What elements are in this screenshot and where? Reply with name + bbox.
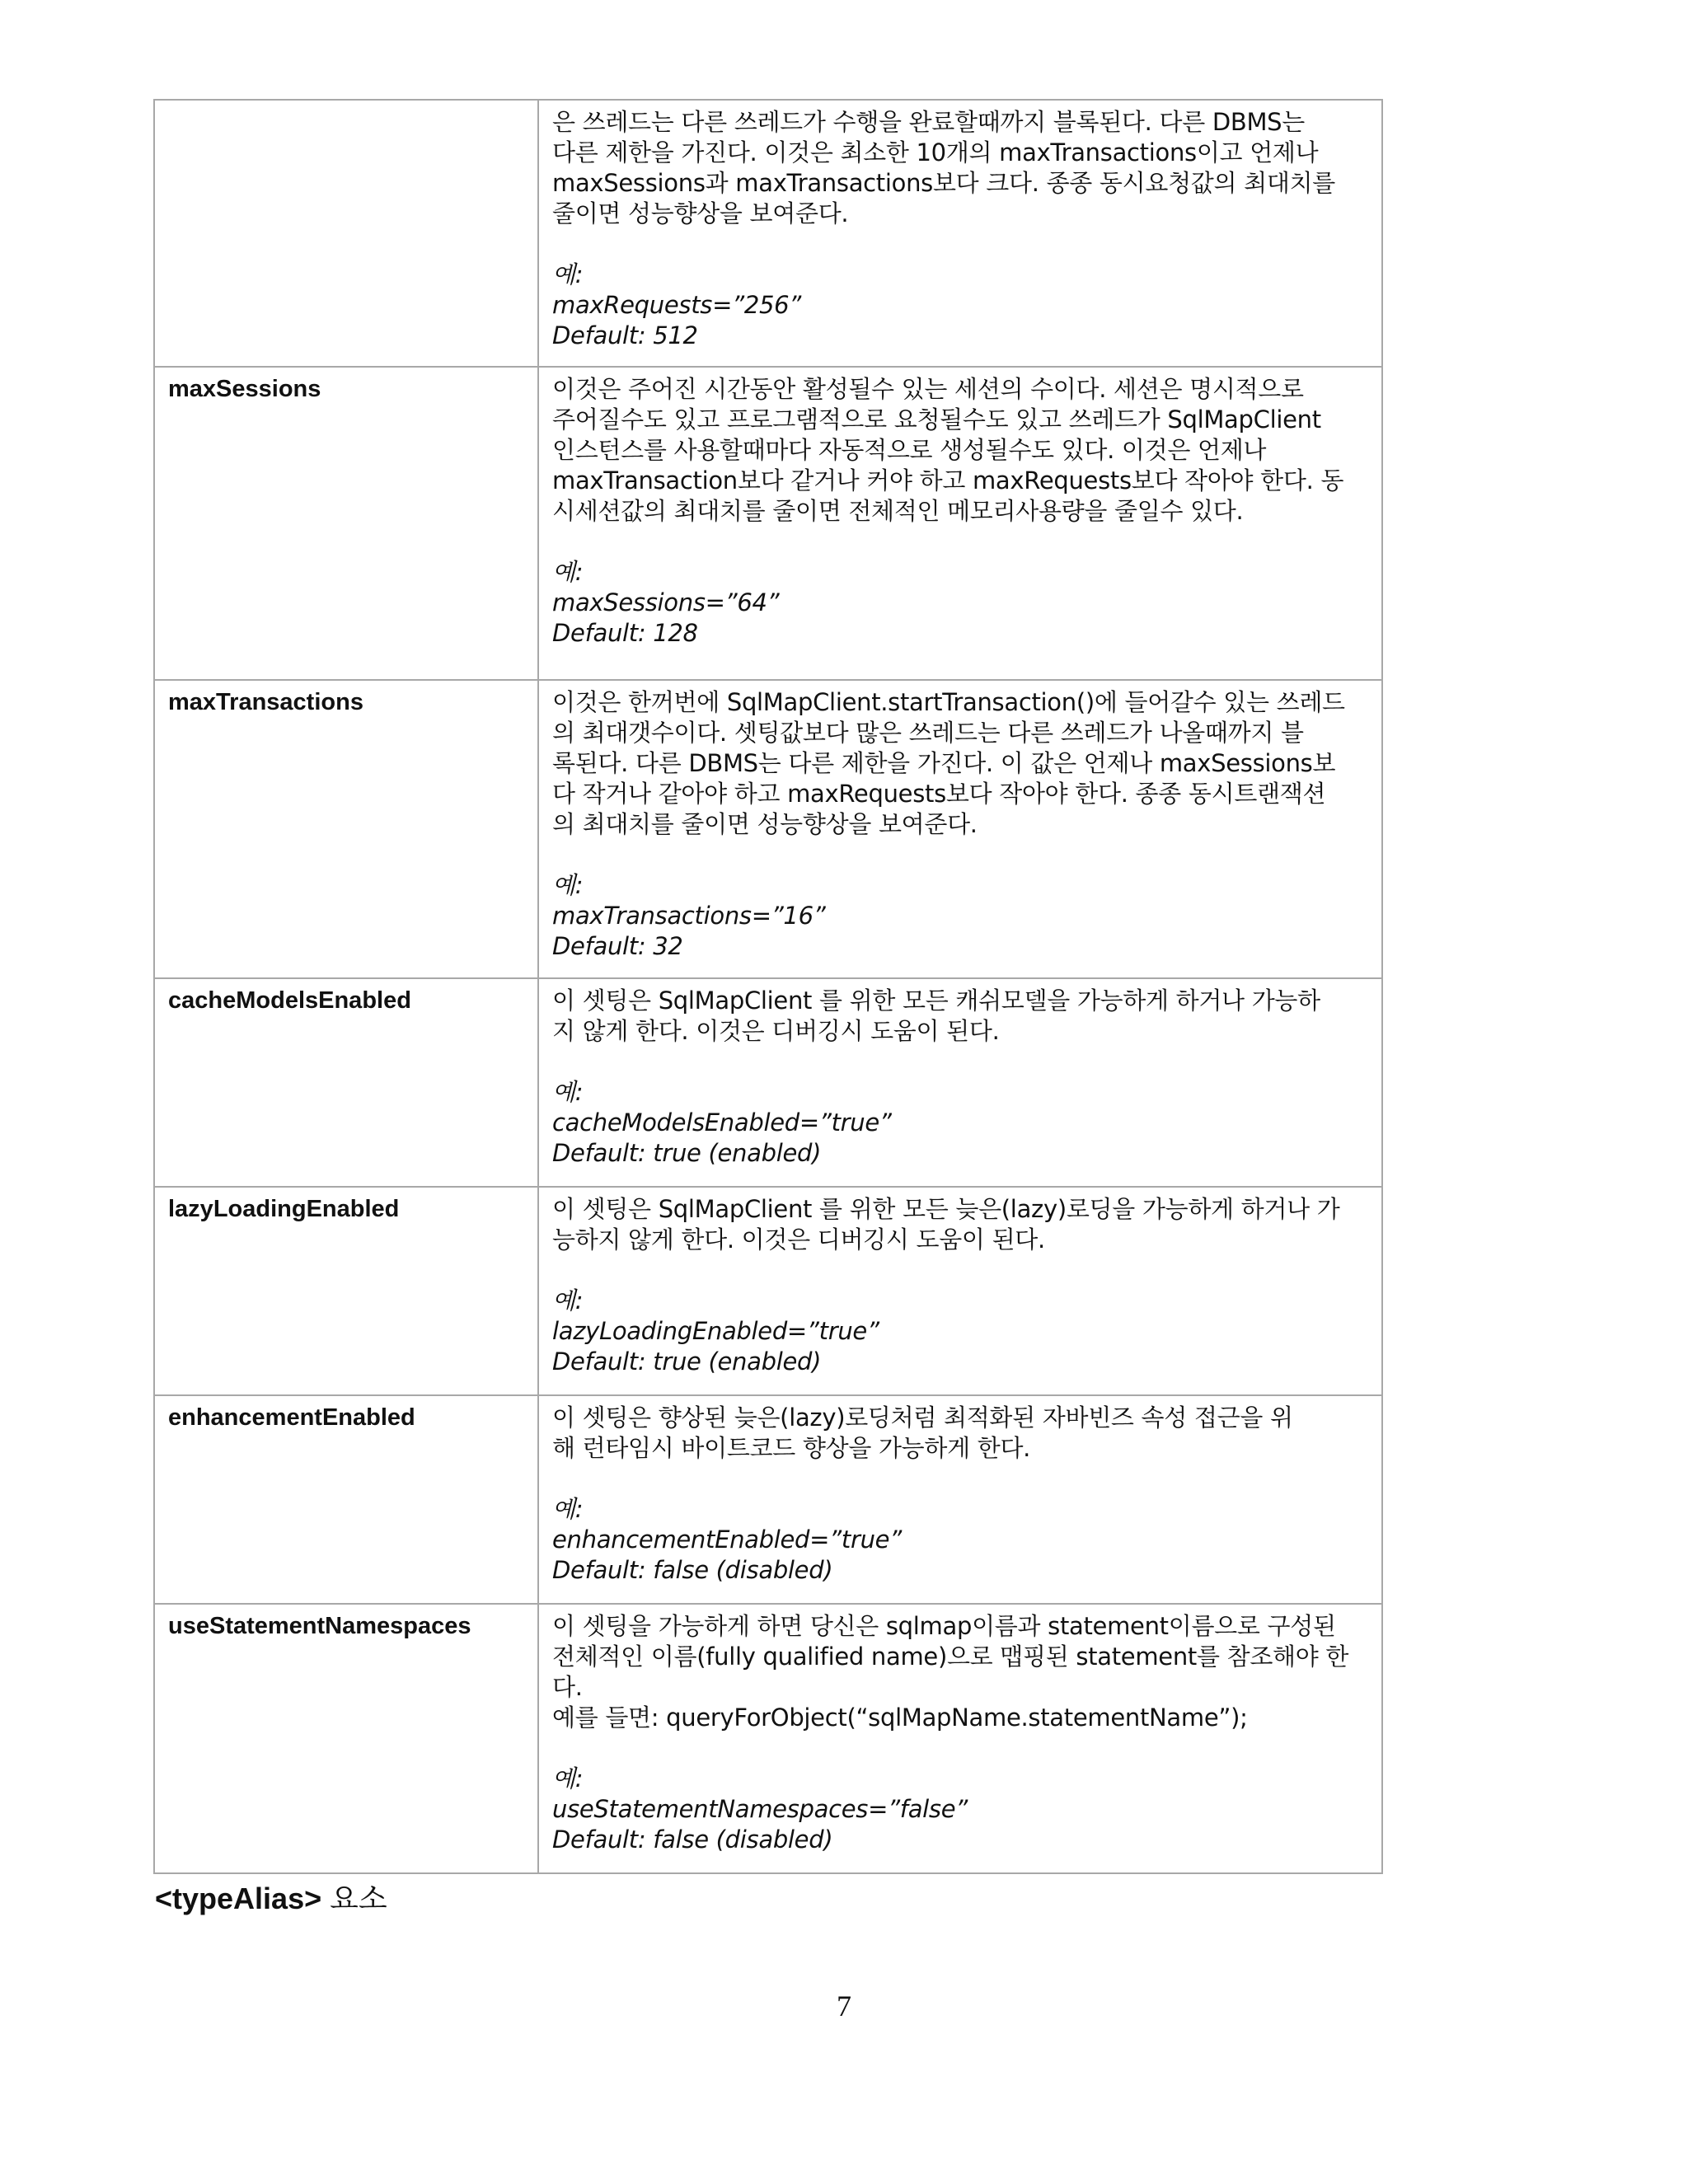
setting-example [552,1494,1372,1586]
example-label: 예: [552,1286,584,1315]
table-row [154,1187,1382,1395]
setting-description [538,680,1382,978]
example-value: maxSessions=”64” [552,588,780,616]
setting-description [538,978,1382,1187]
example-label: 예: [552,260,584,288]
setting-name: cacheModelsEnabled [154,978,538,1187]
page-number: 7 [837,1990,851,2022]
description-line: 지 않게 한다. 이것은 디버깅시 도움이 된다. [552,1017,1000,1045]
example-value: maxRequests=”256” [552,291,801,319]
setting-description [538,1187,1382,1395]
setting-description [538,100,1382,367]
description-line: maxSessions과 maxTransactions보다 크다. 종종 동시요청값의 최대치를 [552,169,1335,197]
description-line: 이 셋팅은 SqlMapClient 를 위한 모든 늦은(lazy)로딩을 가능하게 하거나 가 [552,1195,1340,1223]
table-row [154,1604,1382,1873]
default-value: Default: true (enabled) [552,1139,822,1167]
default-value: Default: 512 [552,321,698,349]
section-heading [155,1881,387,1917]
description-line: 주어질수도 있고 프로그램적으로 요청될수도 있고 쓰레드가 SqlMapClient [552,405,1321,434]
setting-example [552,1286,1372,1377]
default-value: Default: false (disabled) [552,1556,833,1584]
setting-name: maxTransactions [154,680,538,978]
example-label: 예: [552,1495,584,1523]
description-line: 이것은 한꺼번에 SqlMapClient.startTransaction()에 들어갈수 있는 쓰레드 [552,688,1345,716]
description-line: maxTransaction보다 같거나 커야 하고 maxRequests보다 작아야 한다. 동 [552,466,1344,494]
description-line: 예를 들면: queryForObject(“sqlMapName.statementName”); [552,1704,1248,1732]
table-row [154,100,1382,367]
settings-table [153,99,1383,1874]
example-value: cacheModelsEnabled=”true” [552,1108,892,1137]
section-heading-suffix: 요소 [321,1882,387,1915]
setting-name: enhancementEnabled [154,1395,538,1604]
setting-example [552,260,1372,351]
description-line: 이 셋팅은 SqlMapClient 를 위한 모든 캐쉬모델을 가능하게 하거나 가능하 [552,987,1320,1015]
example-value: useStatementNamespaces=”false” [552,1795,968,1823]
setting-example [552,870,1372,962]
setting-name [154,100,538,367]
setting-description [538,367,1382,680]
description-line: 록된다. 다른 DBMS는 다른 제한을 가진다. 이 값은 언제나 maxSessions보 [552,749,1336,777]
table-row [154,1395,1382,1604]
description-line: 의 최대갯수이다. 셋팅값보다 많은 쓰레드는 다른 쓰레드가 나올때까지 블 [552,719,1304,747]
description-line: 능하지 않게 한다. 이것은 디버깅시 도움이 된다. [552,1226,1045,1254]
setting-name: lazyLoadingEnabled [154,1187,538,1395]
description-line: 줄이면 성능향상을 보여준다. [552,199,849,227]
description-line: 다른 제한을 가진다. 이것은 최소한 10개의 maxTransactions이고 언제나 [552,138,1319,166]
table-row [154,978,1382,1187]
description-line: 이 셋팅은 향상된 늦은(lazy)로딩처럼 최적화된 자바빈즈 속성 접근을 위 [552,1404,1293,1432]
example-label: 예: [552,871,584,899]
table-row [154,680,1382,978]
description-line: 다. [552,1673,583,1701]
description-line: 시세션값의 최대치를 줄이면 전체적인 메모리사용량을 줄일수 있다. [552,497,1244,525]
description-line: 이것은 주어진 시간동안 활성될수 있는 세션의 수이다. 세션은 명시적으로 [552,375,1304,403]
description-line: 인스턴스를 사용할때마다 자동적으로 생성될수도 있다. 이것은 언제나 [552,436,1267,464]
default-value: Default: true (enabled) [552,1347,822,1376]
default-value: Default: false (disabled) [552,1825,833,1854]
description-line: 의 최대치를 줄이면 성능향상을 보여준다. [552,810,978,838]
setting-example [552,1764,1372,1855]
example-value: maxTransactions=”16” [552,902,826,930]
setting-example [552,1077,1372,1169]
default-value: Default: 32 [552,932,683,960]
description-line: 은 쓰레드는 다른 쓰레드가 수행을 완료할때까지 블록된다. 다른 DBMS는 [552,108,1305,136]
description-line: 다 작거나 같아야 하고 maxRequests보다 작아야 한다. 종종 동시트랜잭션 [552,780,1326,808]
example-value: enhancementEnabled=”true” [552,1526,902,1554]
description-line: 해 런타임시 바이트코드 향상을 가능하게 한다. [552,1434,1031,1462]
setting-description [538,1395,1382,1604]
setting-example [552,557,1372,649]
example-label: 예: [552,1765,584,1793]
description-line: 이 셋팅을 가능하게 하면 당신은 sqlmap이름과 statement이름으로 구성된 [552,1612,1336,1640]
example-label: 예: [552,558,584,586]
example-label: 예: [552,1078,584,1106]
example-value: lazyLoadingEnabled=”true” [552,1317,879,1345]
setting-name: useStatementNamespaces [154,1604,538,1873]
setting-name: maxSessions [154,367,538,680]
setting-description [538,1604,1382,1873]
section-heading-tag: <typeAlias> [155,1882,322,1915]
default-value: Default: 128 [552,619,698,647]
description-line: 전체적인 이름(fully qualified name)으로 맵핑된 statement를 참조해야 한 [552,1643,1349,1671]
table-row [154,367,1382,680]
